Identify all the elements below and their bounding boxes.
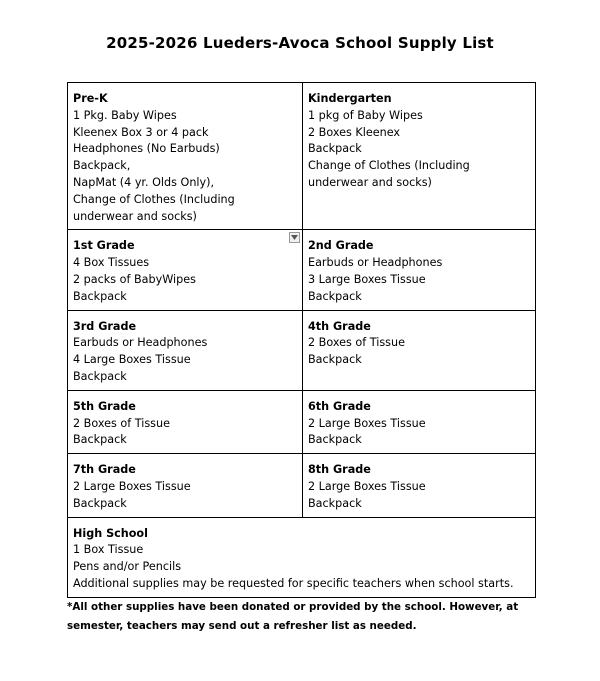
cell-second-grade: [303, 230, 536, 310]
list-item: Additional supplies may be requested for specific teachers when school starts.: [73, 576, 514, 590]
cell-kindergarten: [303, 83, 536, 230]
list-item: Backpack: [73, 433, 127, 447]
list-item: Pens and/or Pencils: [73, 560, 182, 574]
list-item: Backpack: [308, 433, 362, 447]
cell-third-grade: [68, 310, 303, 390]
grade-heading: 1st Grade: [73, 239, 135, 253]
list-item: 4 Large Boxes Tissue: [73, 353, 191, 367]
cell-high-school: [68, 517, 536, 597]
grade-heading: 7th Grade: [73, 463, 136, 477]
cell-fourth-grade: [303, 310, 536, 390]
list-item: Backpack,: [73, 159, 131, 173]
list-item: 2 Large Boxes Tissue: [73, 479, 191, 493]
list-item: Kleenex Box 3 or 4 pack: [73, 125, 209, 139]
table-row: [68, 517, 536, 597]
table-row: [68, 83, 536, 230]
grade-heading: Pre-K: [73, 92, 108, 105]
list-item: 2 Boxes of Tissue: [308, 336, 405, 350]
list-item: Headphones (No Earbuds): [73, 142, 220, 156]
list-item: 4 Box Tissues: [73, 256, 150, 270]
page-title: 2025-2026 Lueders-Avoca School Supply List: [106, 34, 494, 52]
table-row: [68, 390, 536, 453]
list-item: Change of Clothes (Including underwear and socks): [73, 192, 235, 223]
list-item: 2 Boxes of Tissue: [73, 416, 170, 430]
cell-prek: [68, 83, 303, 230]
table-row: [68, 230, 536, 310]
list-item: 2 Boxes Kleenex: [308, 125, 401, 139]
list-item: 2 Large Boxes Tissue: [308, 416, 426, 430]
table-row: [68, 310, 536, 390]
list-item: 1 Pkg. Baby Wipes: [73, 108, 177, 122]
list-item: 1 Box Tissue: [73, 543, 144, 557]
cell-seventh-grade: [68, 454, 303, 517]
list-item: Backpack: [73, 289, 127, 303]
grade-heading: 8th Grade: [308, 463, 371, 477]
cell-fifth-grade: [68, 390, 303, 453]
grade-heading: High School: [73, 526, 148, 540]
list-item: Backpack: [308, 142, 362, 156]
chevron-down-icon[interactable]: [289, 232, 300, 243]
grade-heading: 6th Grade: [308, 399, 371, 413]
footnote: *All other supplies have been donated or provided by the school. However, at semester, teachers may send out a refresher list as needed.: [67, 601, 519, 632]
list-item: Backpack: [73, 369, 127, 383]
list-item: 2 Large Boxes Tissue: [308, 479, 426, 493]
list-item: NapMat (4 yr. Olds Only),: [73, 175, 215, 189]
list-item: Backpack: [308, 289, 362, 303]
list-item: 2 packs of BabyWipes: [73, 272, 196, 286]
list-item: 3 Large Boxes Tissue: [308, 272, 426, 286]
list-item: Earbuds or Headphones: [308, 256, 443, 270]
grade-heading: 2nd Grade: [308, 239, 374, 253]
cell-eighth-grade: [303, 454, 536, 517]
list-item: Earbuds or Headphones: [73, 336, 208, 350]
grade-heading: 3rd Grade: [73, 319, 137, 333]
table-row: [68, 454, 536, 517]
list-item: 1 pkg of Baby Wipes: [308, 108, 423, 122]
cell-first-grade: [68, 230, 303, 310]
list-item: Backpack: [308, 496, 362, 510]
list-item: Change of Clothes (Including underwear and socks): [308, 159, 470, 189]
supply-table: [67, 82, 536, 598]
grade-heading: 5th Grade: [73, 399, 136, 413]
cell-sixth-grade: [303, 390, 536, 453]
grade-heading: 4th Grade: [308, 319, 371, 333]
list-item: Backpack: [73, 496, 127, 510]
list-item: Backpack: [308, 353, 362, 367]
grade-heading: Kindergarten: [308, 92, 392, 105]
